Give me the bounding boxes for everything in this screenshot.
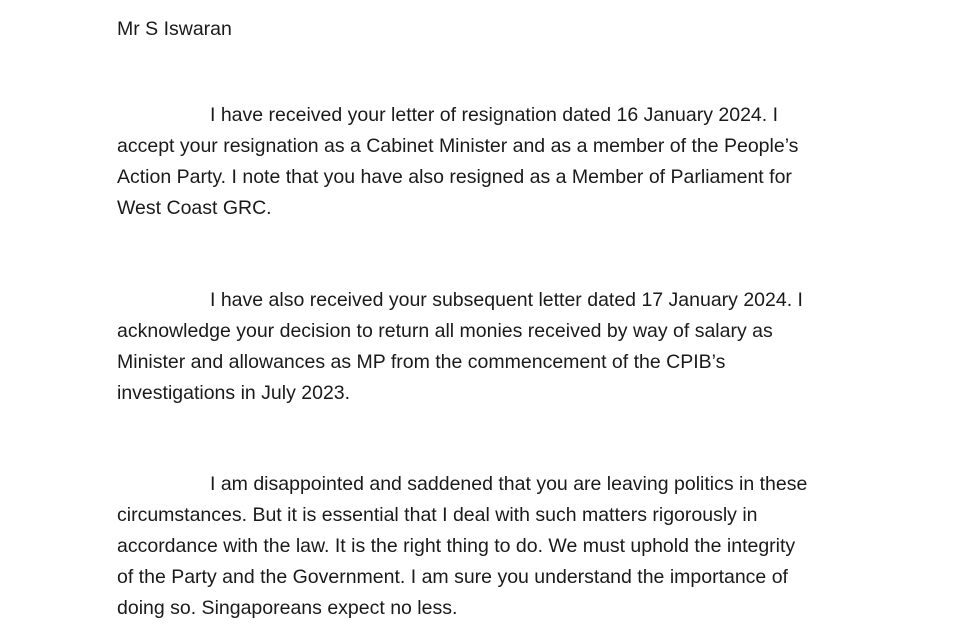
letter-paragraph-1	[117, 100, 887, 224]
letter-paragraph-2	[117, 285, 887, 409]
paragraph-line: I have also received your subsequent letter dated 17 January 2024. I	[210, 289, 803, 311]
paragraph-line: doing so. Singaporeans expect no less.	[117, 597, 458, 619]
paragraph-line: investigations in July 2023.	[117, 382, 351, 404]
paragraph-line: of the Party and the Government. I am sure you understand the importance of	[117, 566, 788, 588]
paragraph-line: accordance with the law. It is the right thing to do. We must uphold the integrity	[117, 535, 796, 557]
letter-salutation: Mr S Iswaran	[117, 18, 232, 40]
paragraph-line: I am disappointed and saddened that you are leaving politics in these	[210, 473, 808, 495]
paragraph-line: Action Party. I note that you have also resigned as a Member of Parliament for	[117, 166, 792, 188]
paragraph-line: Minister and allowances as MP from the commencement of the CPIB’s	[117, 351, 726, 373]
letter-paragraph-3	[117, 469, 887, 624]
paragraph-line: West Coast GRC.	[117, 197, 272, 219]
paragraph-line: accept your resignation as a Cabinet Minister and as a member of the People’s	[117, 135, 799, 157]
paragraph-line: circumstances. But it is essential that I deal with such matters rigorously in	[117, 504, 758, 526]
paragraph-line: I have received your letter of resignation dated 16 January 2024. I	[210, 104, 779, 126]
paragraph-line: acknowledge your decision to return all monies received by way of salary as	[117, 320, 773, 342]
